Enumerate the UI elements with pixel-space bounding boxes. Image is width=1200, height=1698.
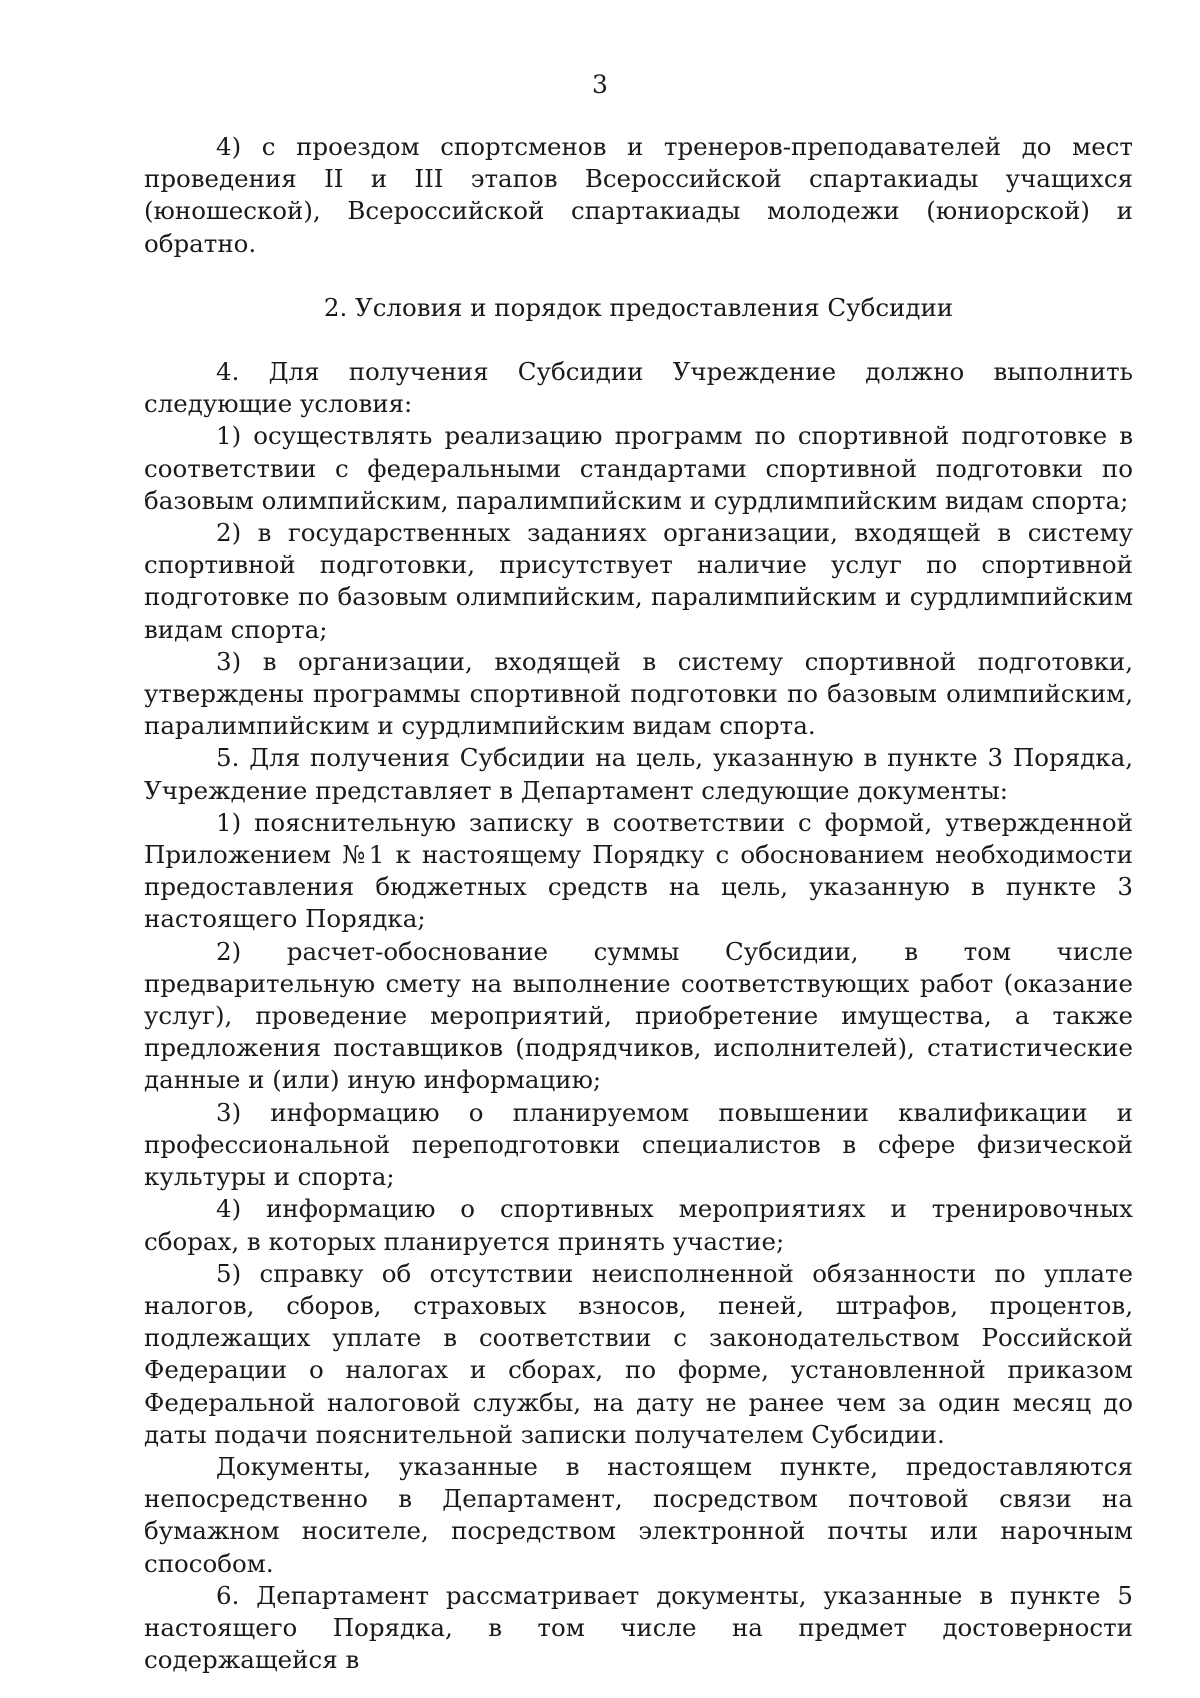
paragraph-document-3: 3) информацию о планируемом повышении квалификации и профессиональной переподготовки специалистов в сфере физической культуры и спорта; [144,1097,1133,1192]
page-number: 3 [592,70,608,99]
paragraph-document-4: 4) информацию о спортивных мероприятиях и тренировочных сборах, в которых планируется принять участие; [144,1194,1133,1256]
paragraph-condition-3: 3) в организации, входящей в систему спортивной подготовки, утверждены программы спортивной подготовки по базовым олимпийским, паралимпийским и сурдлимпийским видам спорта. [144,646,1133,741]
paragraph-document-1: 1) пояснительную записку в соответствии с формой, утвержденной Приложением №1 к настоящему Порядку с обоснованием необходимости предоставления бюджетных средств на цель, указанную в пункте 3 настоящего Порядка; [144,807,1133,934]
paragraph-clause-6: 6. Департамент рассматривает документы, указанные в пункте 5 настоящего Порядка, в том числе на предмет достоверности содержащейся в [144,1580,1133,1675]
paragraph-condition-1: 1) осуществлять реализацию программ по спортивной подготовке в соответствии с федеральными стандартами спортивной подготовки по базовым олимпийским, паралимпийским и сурдлимпийским видам спорта; [144,421,1133,515]
paragraph-condition-2: 2) в государственных заданиях организации, входящей в систему спортивной подготовки, присутствует наличие услуг по спортивной подготовке по базовым олимпийским, паралимпийским и сурдлимпийским видам спорта; [144,518,1133,644]
section-heading: 2. Условия и порядок предоставления Субсидии [323,292,954,322]
paragraph-clause-5: 5. Для получения Субсидии на цель, указанную в пункте 3 Порядка, Учреждение представляет в Департамент следующие документы: [144,743,1133,805]
paragraph-document-2: 2) расчет-обоснование суммы Субсидии, в том числе предварительную смету на выполнение соответствующих работ (оказание услуг), проведение мероприятий, приобретение имущества, а также предложения поставщиков (подрядчиков, исполнителей), статистические данные и (или) иную информацию; [144,936,1133,1095]
document-body [144,131,1133,1676]
paragraph-submission: Документы, указанные в настоящем пункте, предоставляются непосредственно в Департамент, посредством почтовой связи на бумажном носителе, посредством электронной почты или нарочным способом. [144,1451,1133,1578]
paragraph-document-5: 5) справку об отсутствии неисполненной обязанности по уплате налогов, сборов, страховых взносов, пеней, штрафов, процентов, подлежащих уплате в соответствии с законодательством Российской Федерации о налогах и сборах, по форме, установленной приказом Федеральной налоговой службы, на дату не ранее чем за один месяц до даты подачи пояснительной записки получателем Субсидии. [144,1258,1133,1449]
paragraph-clause-4: 4. Для получения Субсидии Учреждение должно выполнить следующие условия: [144,357,1133,419]
paragraph-item-4-travel: 4) с проездом спортсменов и тренеров-преподавателей до мест проведения II и III этапов Всероссийской спартакиады учащихся (юношеской), Всероссийской спартакиады молодежи (юниорской) и обратно. [144,132,1133,258]
